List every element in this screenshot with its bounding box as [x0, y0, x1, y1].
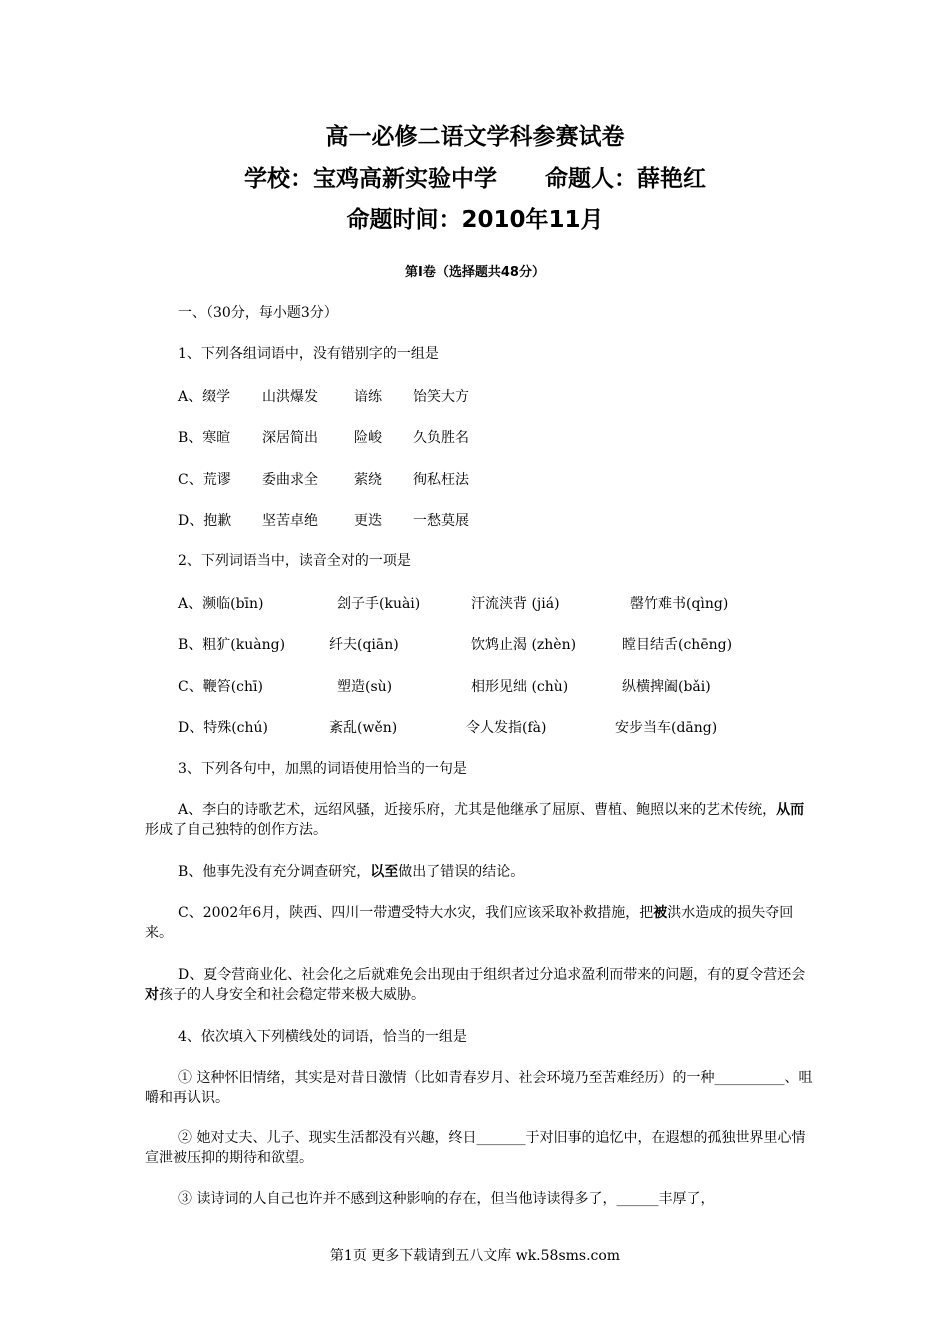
q2-c-1: C、鞭笞(chī) [178, 679, 263, 695]
q3-a-text-post: 形成了自己独特的创作方法。 [145, 822, 327, 838]
q1-a-3: 谙练 [354, 389, 382, 405]
school-author-line: 学校：宝鸡高新实验中学 命题人：薛艳红 [243, 166, 707, 192]
q1-d-1: D、抱歉 [178, 513, 232, 529]
q2-d-2: 紊乱(wěn) [329, 720, 398, 736]
q2-c-3: 相形见绌 (chù) [471, 679, 569, 695]
q3-d-bold-word: 对 [145, 987, 159, 1003]
q3-b-text-pre: B、他事先没有充分调查研究， [178, 864, 371, 880]
q2-b-3: 饮鸩止渴 (zhèn) [471, 637, 577, 653]
q3-c-bold-word: 被 [653, 905, 668, 921]
q1-a-4: 饴笑大方 [413, 389, 469, 405]
q3-c-text-pre: C、2002年6月，陕西、四川一带遭受特大水灾，我们应该采取补救措施，把 [178, 905, 654, 921]
q1-b-3: 险峻 [354, 430, 382, 446]
q1-stem: 1、下列各组词语中，没有错别字的一组是 [178, 346, 439, 362]
q1-c-3: 萦绕 [354, 472, 382, 488]
q2-a-2: 刽子手(kuài) [337, 596, 421, 612]
q1-b-1: B、寒暄 [178, 430, 231, 446]
q2-d-1: D、特殊(chú) [178, 720, 269, 736]
q1-d-2: 坚苦卓绝 [262, 513, 318, 529]
q4-sentence-3: ③ 读诗词的人自己也许并不感到这种影响的存在，但当他诗读得多了，______丰厚了， [178, 1191, 715, 1207]
q2-b-2: 纤夫(qiān) [329, 637, 399, 653]
q3-b-text-post: 做出了错误的结论。 [398, 864, 525, 880]
part-one-heading: 一、（30分，每小题3分） [178, 305, 338, 321]
q1-c-2: 委曲求全 [262, 472, 318, 488]
q2-a-1: A、濒临(bīn) [178, 596, 264, 612]
q3-a-text-pre: A、李白的诗歌艺术，远绍风骚，近接乐府，尤其是他继承了屈原、曹植、鲍照以来的艺术传统， [178, 802, 777, 818]
q1-c-4: 徇私枉法 [413, 472, 469, 488]
q2-d-4: 安步当车(dāng) [615, 720, 718, 736]
q3-c-text-post: 洪水造成的损失夺回来。 [145, 905, 794, 941]
q3-option-d [145, 965, 815, 1005]
q2-a-4: 罄竹难书(qìng) [630, 596, 729, 612]
q3-b-bold-word: 以至 [370, 864, 399, 880]
q3-a-bold-word: 从而 [776, 802, 805, 818]
q2-a-3: 汗流浃背 (jiá) [471, 596, 560, 612]
q2-b-4: 瞠目结舌(chēng) [622, 637, 733, 653]
q3-d-text-pre: D、夏令营商业化、社会化之后就难免会出现由于组织者过分追求盈利而带来的问题，有的夏令营还会 [178, 967, 806, 983]
section-title: 第Ⅰ卷（选择题共48分） [405, 265, 545, 280]
q3-option-a [145, 800, 815, 840]
q2-d-3: 令人发指(fà) [466, 720, 547, 736]
q3-d-text-post: 孩子的人身安全和社会稳定带来极大威胁。 [159, 987, 425, 1003]
q1-a-1: A、缀学 [178, 389, 231, 405]
q3-option-c [145, 903, 815, 943]
q1-c-1: C、荒谬 [178, 472, 231, 488]
q1-b-4: 久负胜名 [413, 430, 469, 446]
q2-stem: 2、下列词语当中，读音全对的一项是 [178, 553, 411, 569]
q4-stem: 4、依次填入下列横线处的词语，恰当的一组是 [178, 1029, 467, 1045]
q1-b-2: 深居简出 [262, 430, 318, 446]
q2-c-4: 纵横捭阖(bǎi) [622, 679, 711, 695]
q2-c-2: 塑造(sù) [337, 679, 393, 695]
exam-date-line: 命题时间：2010年11月 [346, 207, 604, 233]
q3-stem: 3、下列各句中，加黑的词语使用恰当的一句是 [178, 761, 467, 777]
q1-d-3: 更迭 [354, 513, 382, 529]
q1-a-2: 山洪爆发 [262, 389, 318, 405]
q4-sentence-1: ① 这种怀旧情绪，其实是对昔日激情（比如青春岁月、社会环境乃至苦难经历）的一种__________、咀嚼和再认识。 [145, 1070, 813, 1106]
page-footer: 第1页 更多下载请到五八文库 wk.58sms.com [329, 1248, 621, 1264]
q4-sentence-2: ② 她对丈夫、儿子、现实生活都没有兴趣，终日_______于对旧事的追忆中，在遐想的孤独世界里心情宣泄被压抑的期待和欲望。 [145, 1130, 806, 1166]
q1-d-4: 一愁莫展 [413, 513, 469, 529]
q3-option-b [145, 862, 815, 882]
exam-title: 高一必修二语文学科参赛试卷 [325, 124, 625, 150]
q2-b-1: B、粗犷(kuàng) [178, 637, 286, 653]
